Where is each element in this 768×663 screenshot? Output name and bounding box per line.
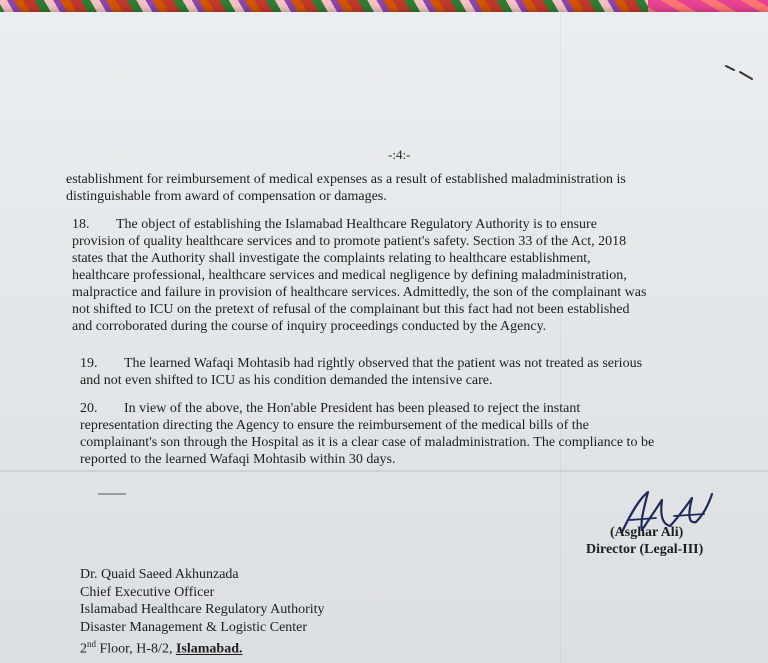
paragraph-line: distinguishable from award of compensation or damages. <box>66 189 387 204</box>
paragraph-number: 19. <box>80 356 98 371</box>
addressee-address: 2nd Floor, H-8/2, Islamabad. <box>80 639 243 657</box>
signatory-name: (Asghar Ali) <box>610 525 684 540</box>
paragraph-line: provision of quality healthcare services and to promote patient's safety. Section 33 of the Act, 2018 <box>72 234 627 249</box>
paragraph-line: and not even shifted to ICU as his condition demanded the intensive care. <box>80 373 493 388</box>
paragraph-line: reported to the learned Wafaqi Mohtasib within 30 days. <box>80 452 396 467</box>
addressee-organization: Islamabad Healthcare Regulatory Authority <box>80 602 325 617</box>
addressee-city: Islamabad. <box>175 641 243 657</box>
paper-fold-vertical <box>560 12 561 663</box>
pen-dash-mark <box>98 493 126 495</box>
paragraph-19 <box>80 355 728 389</box>
paragraph-line: not shifted to ICU on the pretext of refusal of the complainant but this fact had not been established <box>72 302 630 317</box>
signatory-title: Director (Legal-III) <box>586 542 704 557</box>
addressee-office: Disaster Management & Logistic Center <box>80 619 308 635</box>
paragraph-20 <box>80 400 728 468</box>
paragraph-continuation <box>66 171 734 205</box>
addressee-designation: Chief Executive Officer <box>80 584 215 600</box>
paragraph-number: 18. <box>72 217 90 232</box>
paragraph-line: representation directing the Agency to ensure the reimbursement of the medical bills of the <box>80 418 589 433</box>
paragraph-line: healthcare professional, healthcare services and medical negligence by defining maladministration, <box>72 268 627 283</box>
pen-mark-icon <box>724 62 754 82</box>
paragraph-number: 20. <box>80 401 98 416</box>
paragraph-line: establishment for reimbursement of medical expenses as a result of established maladministration is <box>66 172 626 187</box>
page-number: -:4:- <box>388 147 411 162</box>
paragraph-line: and corroborated during the course of inquiry proceedings conducted by the Agency. <box>72 319 547 334</box>
paragraph-line: complainant's son through the Hospital as it is a clear case of maladministration. The compliance to be <box>80 435 655 450</box>
paragraph-line: states that the Authority shall investigate the complaints relating to healthcare establishment, <box>72 251 591 266</box>
paragraph-line: 18. The object of establishing the Islamabad Healthcare Regulatory Authority is to ensure <box>72 217 597 232</box>
paragraph-line: malpractice and failure in provision of healthcare services. Admittedly, the son of the complainant was <box>72 285 647 300</box>
paragraph-line: 19. The learned Wafaqi Mohtasib had rightly observed that the patient was not treated as serious <box>80 356 643 371</box>
addressee-name: Dr. Quaid Saeed Akhunzada <box>80 567 239 582</box>
paragraph-line: 20. In view of the above, the Hon'able President has been pleased to reject the instant <box>80 401 581 416</box>
paragraph-18 <box>72 216 730 335</box>
addressee-block <box>80 566 325 658</box>
